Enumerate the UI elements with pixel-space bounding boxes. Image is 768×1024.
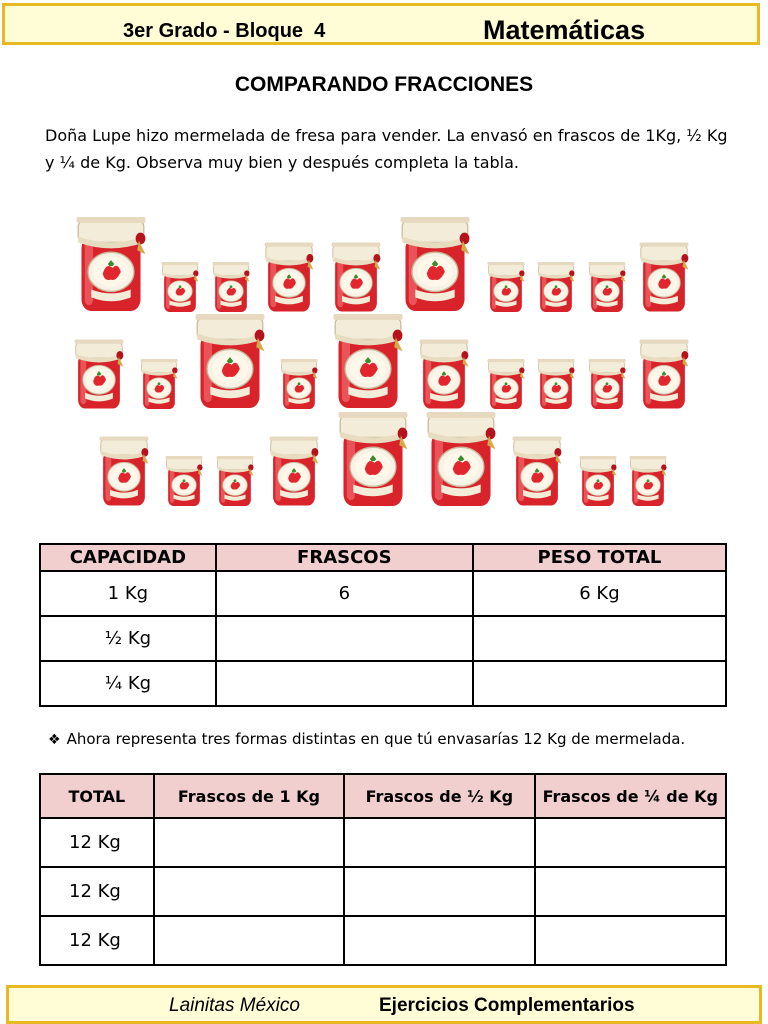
jar-icon xyxy=(166,456,203,506)
jar-icon xyxy=(281,359,318,409)
jar-icon xyxy=(580,456,617,506)
footer-bar xyxy=(6,985,762,1024)
table-row xyxy=(40,818,726,867)
answer-cell[interactable] xyxy=(535,867,726,916)
jar-icon xyxy=(488,359,525,409)
capacity-cell: ¼ Kg xyxy=(40,661,216,706)
jars-svg xyxy=(0,205,768,515)
capacity-table xyxy=(39,543,727,707)
jar-icon xyxy=(589,359,626,409)
table-header-row xyxy=(40,774,726,818)
jars-cell[interactable]: 6 xyxy=(216,571,473,616)
column-header: TOTAL xyxy=(40,774,154,818)
jar-icon xyxy=(640,339,689,408)
jar-icon xyxy=(196,314,265,408)
answer-cell[interactable] xyxy=(154,818,344,867)
jar-icon xyxy=(213,262,250,312)
jar-icon xyxy=(334,314,403,408)
total-weight-cell[interactable] xyxy=(473,661,726,706)
jar-icon xyxy=(420,339,469,408)
jar-icon xyxy=(100,436,149,505)
jar-icon xyxy=(217,456,254,506)
column-header: FRASCOS xyxy=(216,544,473,571)
diamond-bullet-icon: ❖ xyxy=(48,732,61,748)
table-row xyxy=(40,571,726,616)
table-row xyxy=(40,661,726,706)
instruction-note xyxy=(48,730,685,748)
jar-icon xyxy=(270,436,319,505)
subject-label: Matemáticas xyxy=(483,15,646,45)
jar-icon xyxy=(513,436,562,505)
jar-icon xyxy=(332,242,381,311)
jar-icon xyxy=(589,262,626,312)
footer-author: Lainitas México xyxy=(169,995,300,1016)
jar-icon xyxy=(265,242,314,311)
column-header: Frascos de ½ Kg xyxy=(344,774,534,818)
capacity-cell: ½ Kg xyxy=(40,616,216,661)
total-cell: 12 Kg xyxy=(40,867,154,916)
column-header: PESO TOTAL xyxy=(473,544,726,571)
answer-cell[interactable] xyxy=(154,916,344,965)
table-header-row xyxy=(40,544,726,571)
jar-icon xyxy=(640,242,689,311)
intro-text xyxy=(45,122,735,176)
header-bar xyxy=(2,3,760,45)
jar-icon xyxy=(401,217,470,311)
jar-icon xyxy=(141,359,178,409)
table-row xyxy=(40,916,726,965)
column-header: Frascos de 1 Kg xyxy=(154,774,344,818)
answer-cell[interactable] xyxy=(344,867,534,916)
grade-block-label: 3er Grado - Bloque 4 xyxy=(123,20,326,42)
answer-cell[interactable] xyxy=(344,818,534,867)
ways-table xyxy=(39,773,727,966)
total-weight-cell[interactable] xyxy=(473,616,726,661)
jar-icon xyxy=(488,262,525,312)
answer-cell[interactable] xyxy=(154,867,344,916)
jars-illustration xyxy=(0,205,768,515)
page-title: COMPARANDO FRACCIONES xyxy=(234,73,534,96)
jar-icon xyxy=(630,456,667,506)
answer-cell[interactable] xyxy=(535,818,726,867)
instruction-text: Ahora representa tres formas distintas en que tú envasarías 12 Kg de mermelada. xyxy=(66,730,686,748)
total-weight-cell[interactable]: 6 Kg xyxy=(473,571,726,616)
jar-icon xyxy=(339,412,408,506)
answer-cell[interactable] xyxy=(344,916,534,965)
column-header: CAPACIDAD xyxy=(40,544,216,571)
jars-cell[interactable] xyxy=(216,616,473,661)
intro-line-2: y ¼ de Kg. Observa muy bien y después completa la tabla. xyxy=(45,153,520,172)
table-row xyxy=(40,616,726,661)
jar-icon xyxy=(77,217,146,311)
jars-cell[interactable] xyxy=(216,661,473,706)
intro-line-1: Doña Lupe hizo mermelada de fresa para vender. La envasó en frascos de 1Kg, ½ Kg xyxy=(45,126,728,145)
answer-cell[interactable] xyxy=(535,916,726,965)
column-header: Frascos de ¼ de Kg xyxy=(535,774,726,818)
jar-icon xyxy=(427,412,496,506)
total-cell: 12 Kg xyxy=(40,818,154,867)
capacity-cell: 1 Kg xyxy=(40,571,216,616)
jar-icon xyxy=(162,262,199,312)
footer-title: Ejercicios Complementarios xyxy=(379,995,635,1016)
jar-icon xyxy=(538,359,575,409)
table-row xyxy=(40,867,726,916)
jar-icon xyxy=(75,339,124,408)
jar-icon xyxy=(538,262,575,312)
total-cell: 12 Kg xyxy=(40,916,154,965)
